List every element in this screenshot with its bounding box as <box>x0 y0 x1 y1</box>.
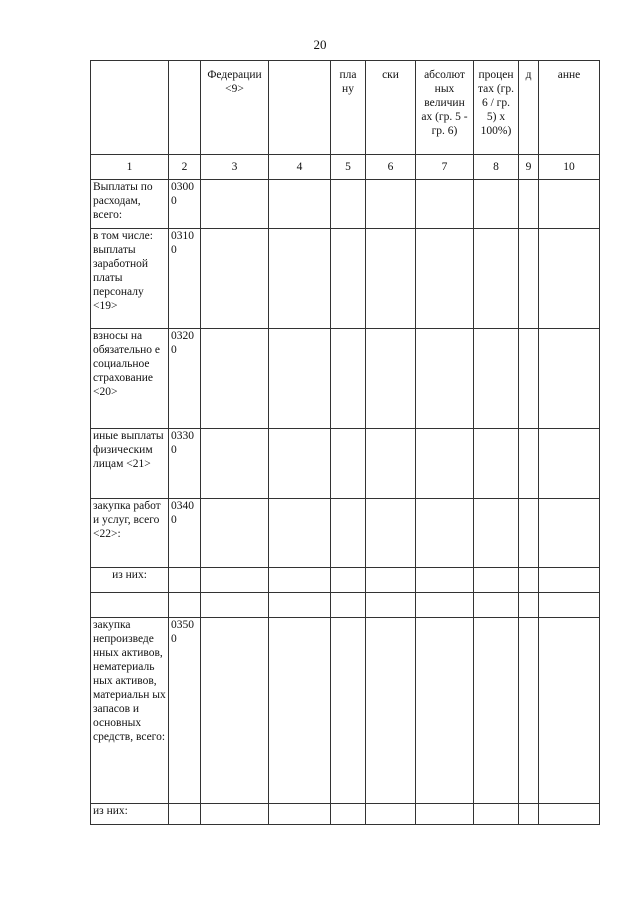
table-cell <box>366 593 416 618</box>
row-code: 0310 0 <box>169 229 201 329</box>
table-cell <box>519 618 539 804</box>
table-cell <box>366 429 416 499</box>
table-cell <box>519 229 539 329</box>
table-cell <box>474 329 519 429</box>
table-cell <box>201 804 269 825</box>
table-cell <box>416 329 474 429</box>
table-cell <box>269 804 331 825</box>
table-cell <box>539 618 600 804</box>
header-cell: Федерации <9> <box>201 61 269 155</box>
table-cell <box>474 568 519 593</box>
table-cell <box>416 804 474 825</box>
table-cell <box>269 593 331 618</box>
table-cell <box>331 329 366 429</box>
table-cell <box>519 499 539 568</box>
table-cell <box>331 804 366 825</box>
table-cell <box>201 429 269 499</box>
table-row <box>91 618 600 804</box>
table-cell <box>539 804 600 825</box>
table-cell <box>519 804 539 825</box>
table-cell <box>539 180 600 229</box>
header-cell <box>91 61 169 155</box>
table-cell <box>331 618 366 804</box>
table-cell <box>201 568 269 593</box>
table-row <box>91 180 600 229</box>
table-cell <box>416 429 474 499</box>
row-code: 0300 0 <box>169 180 201 229</box>
table-cell <box>474 429 519 499</box>
row-label: взносы на обязательно е социальное страхование <20> <box>91 329 169 429</box>
table-cell <box>474 804 519 825</box>
table-cell <box>269 329 331 429</box>
table-cell <box>201 329 269 429</box>
table-row <box>91 593 600 618</box>
header-cell: абсолют ных величин ах (гр. 5 - гр. 6) <box>416 61 474 155</box>
column-number: 10 <box>539 155 600 180</box>
table-row <box>91 804 600 825</box>
table-cell <box>201 618 269 804</box>
header-cell <box>169 61 201 155</box>
table-cell <box>201 499 269 568</box>
table-cell <box>519 593 539 618</box>
column-number: 1 <box>91 155 169 180</box>
table-cell <box>331 499 366 568</box>
table-cell <box>519 329 539 429</box>
table-cell <box>366 499 416 568</box>
table-cell <box>366 618 416 804</box>
table-row <box>91 229 600 329</box>
table-row <box>91 429 600 499</box>
row-code: 0340 0 <box>169 499 201 568</box>
table-cell <box>331 429 366 499</box>
row-code <box>169 568 201 593</box>
row-code <box>169 804 201 825</box>
table-cell <box>539 568 600 593</box>
column-number: 3 <box>201 155 269 180</box>
table-cell <box>539 329 600 429</box>
row-code: 0330 0 <box>169 429 201 499</box>
table-cell <box>519 568 539 593</box>
table-cell <box>519 180 539 229</box>
table-cell <box>539 499 600 568</box>
row-label: закупка непроизведе нных активов, нематериаль ных активов, материальн ых запасов и основных средств, всего: <box>91 618 169 804</box>
column-number: 8 <box>474 155 519 180</box>
table-cell <box>366 229 416 329</box>
table-cell <box>331 568 366 593</box>
table-cell <box>269 618 331 804</box>
table-cell <box>416 568 474 593</box>
table-cell <box>201 229 269 329</box>
page-number: 20 <box>313 37 327 52</box>
column-number-row <box>91 155 600 180</box>
table-cell <box>269 429 331 499</box>
form-table <box>90 60 600 825</box>
table-cell <box>201 593 269 618</box>
table-cell <box>519 429 539 499</box>
table-cell <box>331 229 366 329</box>
header-cell: пла ну <box>331 61 366 155</box>
table-cell <box>474 593 519 618</box>
table-cell <box>201 180 269 229</box>
row-label: в том числе: выплаты заработной платы персоналу <19> <box>91 229 169 329</box>
row-code: 0320 0 <box>169 329 201 429</box>
column-number: 9 <box>519 155 539 180</box>
table-cell <box>539 229 600 329</box>
column-number: 7 <box>416 155 474 180</box>
row-label: из них: <box>91 568 169 593</box>
table-cell <box>366 180 416 229</box>
table-cell <box>416 618 474 804</box>
table-cell <box>269 499 331 568</box>
table-cell <box>539 429 600 499</box>
table-cell <box>366 568 416 593</box>
header-cell: анне <box>539 61 600 155</box>
table-cell <box>269 229 331 329</box>
table-cell <box>539 593 600 618</box>
row-code: 0350 0 <box>169 618 201 804</box>
table-cell <box>474 180 519 229</box>
table-cell <box>269 568 331 593</box>
table-cell <box>331 180 366 229</box>
table-cell <box>474 499 519 568</box>
header-cell: ски <box>366 61 416 155</box>
table-cell <box>416 499 474 568</box>
table-cell <box>474 229 519 329</box>
table-header-row <box>91 61 600 155</box>
table-cell <box>269 180 331 229</box>
header-cell: процен тах (гр. 6 / гр. 5) x 100%) <box>474 61 519 155</box>
row-label <box>91 593 169 618</box>
row-code <box>169 593 201 618</box>
table-cell <box>366 804 416 825</box>
column-number: 5 <box>331 155 366 180</box>
row-label: иные выплаты физическим лицам <21> <box>91 429 169 499</box>
row-label: закупка работ и услуг, всего <22>: <box>91 499 169 568</box>
table-cell <box>366 329 416 429</box>
row-label: Выплаты по расходам, всего: <box>91 180 169 229</box>
header-cell <box>269 61 331 155</box>
row-label: из них: <box>91 804 169 825</box>
table-row <box>91 568 600 593</box>
column-number: 4 <box>269 155 331 180</box>
table-cell <box>416 593 474 618</box>
column-number: 2 <box>169 155 201 180</box>
table-cell <box>416 229 474 329</box>
header-cell: д <box>519 61 539 155</box>
table-row <box>91 499 600 568</box>
table-cell <box>331 593 366 618</box>
column-number: 6 <box>366 155 416 180</box>
table-cell <box>416 180 474 229</box>
table-cell <box>474 618 519 804</box>
table-row <box>91 329 600 429</box>
